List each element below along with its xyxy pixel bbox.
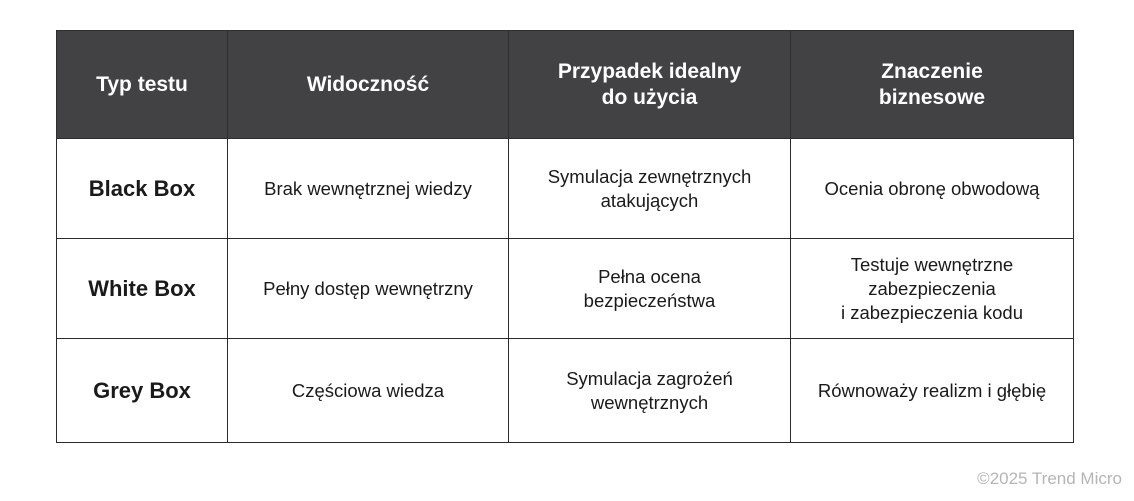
cell-business-value: Testuje wewnętrzne zabezpieczenia i zabezpieczenia kodu xyxy=(791,239,1074,339)
cell-ideal-case: Pełna ocena bezpieczeństwa xyxy=(509,239,791,339)
table-header-row xyxy=(57,31,1074,139)
cell-test-type: Black Box xyxy=(57,139,228,239)
cell-visibility: Pełny dostęp wewnętrzny xyxy=(228,239,509,339)
cell-business-value: Ocenia obronę obwodową xyxy=(791,139,1074,239)
cell-business-value: Równoważy realizm i głębię xyxy=(791,339,1074,443)
cell-test-type: Grey Box xyxy=(57,339,228,443)
header-test-type: Typ testu xyxy=(57,31,228,139)
header-visibility: Widoczność xyxy=(228,31,509,139)
table-row xyxy=(57,239,1074,339)
cell-visibility: Brak wewnętrznej wiedzy xyxy=(228,139,509,239)
cell-ideal-case: Symulacja zagrożeń wewnętrznych xyxy=(509,339,791,443)
table-row xyxy=(57,339,1074,443)
copyright-footer: ©2025 Trend Micro xyxy=(977,469,1122,488)
cell-test-type: White Box xyxy=(57,239,228,339)
comparison-table xyxy=(56,30,1074,443)
header-ideal-case: Przypadek idealny do użycia xyxy=(509,31,791,139)
table-row xyxy=(57,139,1074,239)
cell-visibility: Częściowa wiedza xyxy=(228,339,509,443)
header-business-value: Znaczenie biznesowe xyxy=(791,31,1074,139)
cell-ideal-case: Symulacja zewnętrznych atakujących xyxy=(509,139,791,239)
